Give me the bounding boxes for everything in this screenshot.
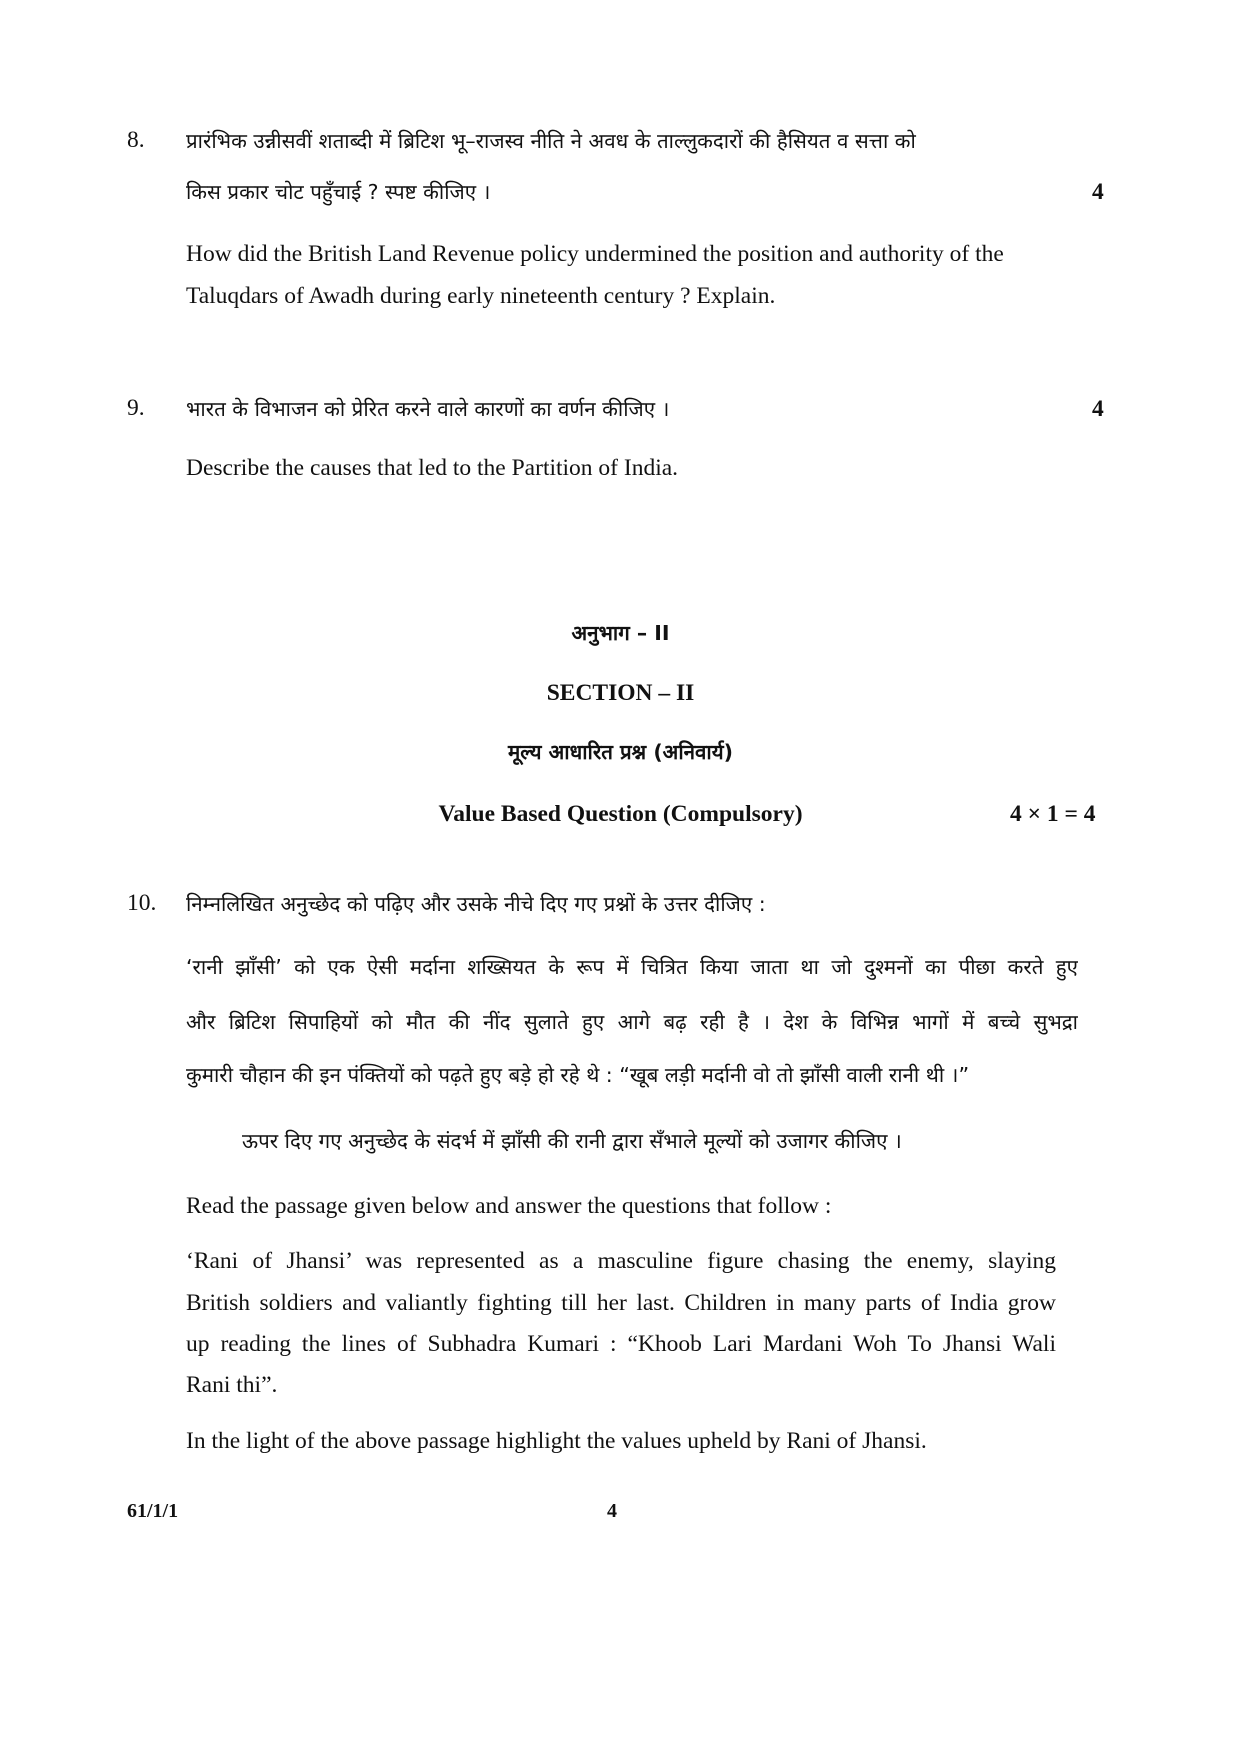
section-english-title: SECTION – II <box>546 680 695 706</box>
footer-paper-code: 61/1/1 <box>127 1500 179 1522</box>
section-marks-formula: 4 × 1 = 4 <box>1010 801 1096 827</box>
q9-hindi: भारत के विभाजन को प्रेरित करने वाले कारणों का वर्णन कीजिए । <box>186 397 670 421</box>
footer-page-number: 4 <box>607 1500 617 1522</box>
q8-number: 8. <box>127 127 145 153</box>
section-hindi-subtitle: मूल्य आधारित प्रश्न (अनिवार्य) <box>507 740 734 764</box>
q10-hindi-passage-line2: और ब्रिटिश सिपाहियों को मौत की नींद सुलाते हुए आगे बढ़ रही है । देश के विभिन्न भागों में बच्चे सुभद्रा <box>186 1010 1078 1034</box>
q10-english-passage-line2: British soldiers and valiantly fighting till her last. Children in many parts of India grow <box>186 1290 1056 1316</box>
q10-english-passage-line4: Rani thi”. <box>186 1372 278 1398</box>
q8-hindi-line2: किस प्रकार चोट पहुँचाई ? स्पष्ट कीजिए । <box>186 180 491 204</box>
q10-number: 10. <box>127 890 157 916</box>
q8-hindi-line1: प्रारंभिक उन्नीसवीं शताब्दी में ब्रिटिश भू–राजस्व नीति ने अवध के ताल्लुकदारों की हैसियत व सत्ता को <box>186 129 916 153</box>
q10-english-question: In the light of the above passage highlight the values upheld by Rani of Jhansi. <box>186 1428 927 1454</box>
section-hindi-title: अनुभाग – II <box>571 621 670 645</box>
q10-hindi-question: ऊपर दिए गए अनुच्छेद के संदर्भ में झाँसी की रानी द्वारा सँभाले मूल्यों को उजागर कीजिए । <box>242 1129 902 1153</box>
q10-hindi-passage-line1: ‘रानी झाँसी’ को एक ऐसी मर्दाना शख्सियत के रूप में चित्रित किया जाता था जो दुश्मनों का पीछा करते हुए <box>186 955 1078 979</box>
q10-hindi-passage-line3: कुमारी चौहान की इन पंक्तियों को पढ़ते हुए बड़े हो रहे थे : “खूब लड़ी मर्दानी वो तो झाँसी वाली रानी थी ।” <box>186 1063 970 1087</box>
q10-hindi-instruction: निम्नलिखित अनुच्छेद को पढ़िए और उसके नीचे दिए गए प्रश्नों के उत्तर दीजिए : <box>186 892 766 916</box>
q8-marks: 4 <box>1092 179 1104 205</box>
q8-english-line1: How did the British Land Revenue policy undermined the position and authority of the <box>186 241 1004 267</box>
q10-english-instruction: Read the passage given below and answer the questions that follow : <box>186 1193 832 1219</box>
q8-english-line2: Taluqdars of Awadh during early nineteenth century ? Explain. <box>186 283 776 309</box>
q9-marks: 4 <box>1092 396 1104 422</box>
q9-english: Describe the causes that led to the Partition of India. <box>186 455 679 481</box>
q10-english-passage-line3: up reading the lines of Subhadra Kumari : “Khoob Lari Mardani Woh To Jhansi Wali <box>186 1331 1056 1357</box>
q9-number: 9. <box>127 395 145 421</box>
q10-english-passage-line1: ‘Rani of Jhansi’ was represented as a masculine figure chasing the enemy, slaying <box>186 1248 1056 1274</box>
section-english-subtitle: Value Based Question (Compulsory) <box>438 801 803 827</box>
